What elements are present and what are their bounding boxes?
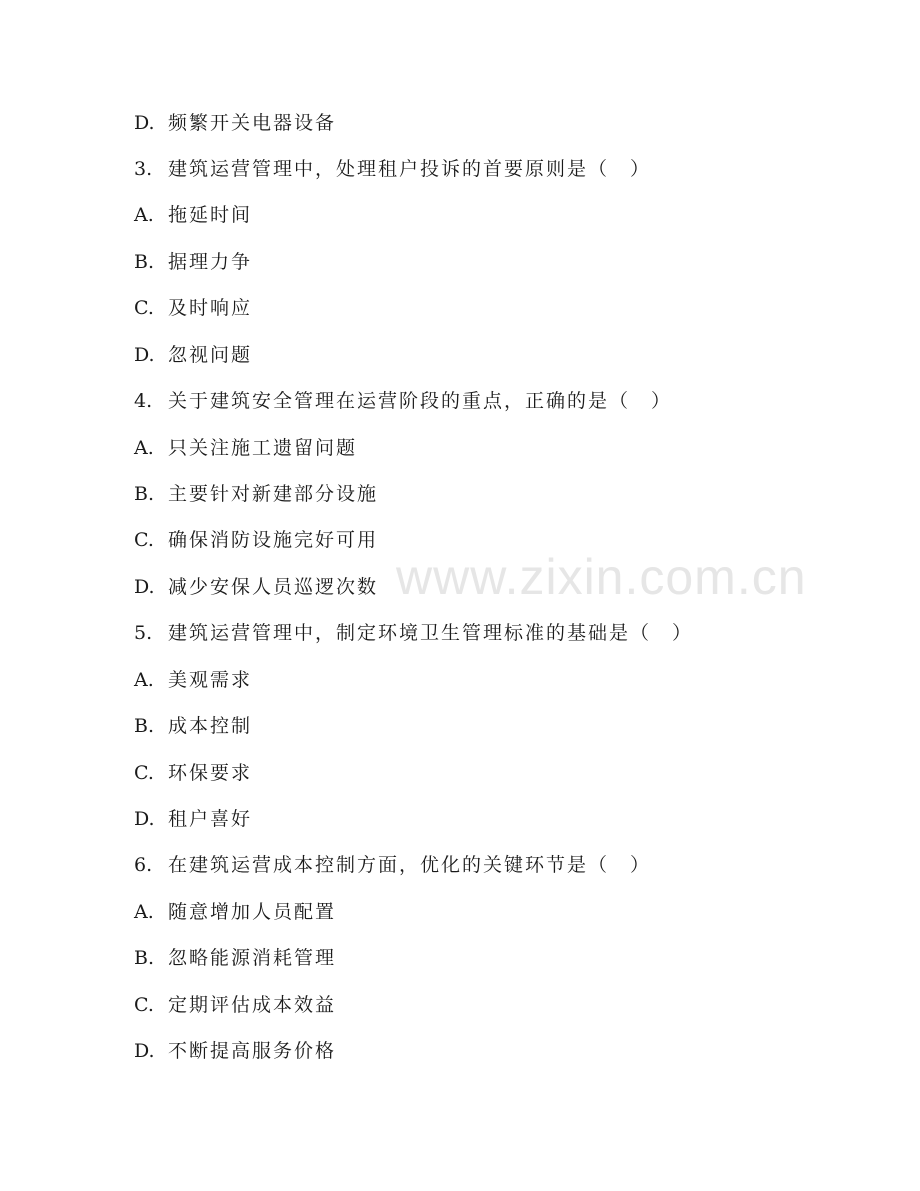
question-line	[134, 850, 651, 880]
option-line	[134, 711, 252, 741]
option-marker: A.	[134, 901, 154, 923]
option-marker: D.	[134, 344, 155, 366]
question-number: 6.	[134, 854, 153, 876]
option-marker: C.	[134, 762, 154, 784]
option-text: 只关注施工遗留问题	[168, 437, 358, 459]
option-marker: A.	[134, 437, 154, 459]
option-line	[134, 804, 252, 834]
option-marker: C.	[134, 529, 154, 551]
option-marker: B.	[134, 715, 155, 737]
option-marker: B.	[134, 251, 155, 273]
option-text: 频繁开关电器设备	[168, 112, 337, 134]
option-marker: D.	[134, 1040, 155, 1062]
option-line	[134, 1036, 336, 1066]
option-line	[134, 433, 357, 463]
option-text: 及时响应	[168, 297, 253, 319]
option-line	[134, 990, 336, 1020]
option-text: 不断提高服务价格	[168, 1040, 337, 1062]
option-line	[134, 897, 336, 927]
option-text: 忽略能源消耗管理	[168, 947, 337, 969]
question-line	[134, 154, 651, 184]
option-text: 忽视问题	[168, 344, 253, 366]
option-marker: C.	[134, 994, 154, 1016]
option-line	[134, 572, 378, 602]
option-line	[134, 758, 252, 788]
question-number: 5.	[134, 622, 153, 644]
option-line	[134, 247, 252, 277]
option-marker: D.	[134, 808, 155, 830]
option-line	[134, 108, 336, 138]
question-text: 建筑运营管理中，处理租户投诉的首要原则是（ ）	[168, 158, 652, 180]
option-text: 环保要求	[168, 762, 253, 784]
option-marker: B.	[134, 483, 155, 505]
option-line	[134, 479, 378, 509]
option-line	[134, 525, 378, 555]
question-number: 3.	[134, 158, 153, 180]
option-text: 美观需求	[168, 669, 253, 691]
option-line	[134, 340, 252, 370]
option-line	[134, 293, 252, 323]
option-marker: D.	[134, 576, 155, 598]
question-line	[134, 386, 672, 416]
option-marker: B.	[134, 947, 155, 969]
option-marker: C.	[134, 297, 154, 319]
option-text: 确保消防设施完好可用	[168, 529, 379, 551]
question-text: 建筑运营管理中，制定环境卫生管理标准的基础是（ ）	[168, 622, 694, 644]
question-text: 关于建筑安全管理在运营阶段的重点，正确的是（ ）	[168, 390, 673, 412]
option-text: 拖延时间	[168, 204, 253, 226]
question-line	[134, 618, 693, 648]
option-text: 随意增加人员配置	[168, 901, 337, 923]
option-marker: D.	[134, 112, 155, 134]
option-marker: A.	[134, 669, 154, 691]
option-text: 租户喜好	[168, 808, 253, 830]
question-number: 4.	[134, 390, 153, 412]
question-text: 在建筑运营成本控制方面，优化的关键环节是（ ）	[168, 854, 652, 876]
option-text: 据理力争	[168, 251, 253, 273]
option-text: 定期评估成本效益	[168, 994, 337, 1016]
option-text: 减少安保人员巡逻次数	[168, 576, 379, 598]
option-text: 成本控制	[168, 715, 253, 737]
watermark: www.zixin.com.cn	[396, 549, 807, 605]
option-line	[134, 200, 252, 230]
option-line	[134, 943, 336, 973]
option-text: 主要针对新建部分设施	[168, 483, 379, 505]
option-line	[134, 665, 252, 695]
option-marker: A.	[134, 204, 154, 226]
